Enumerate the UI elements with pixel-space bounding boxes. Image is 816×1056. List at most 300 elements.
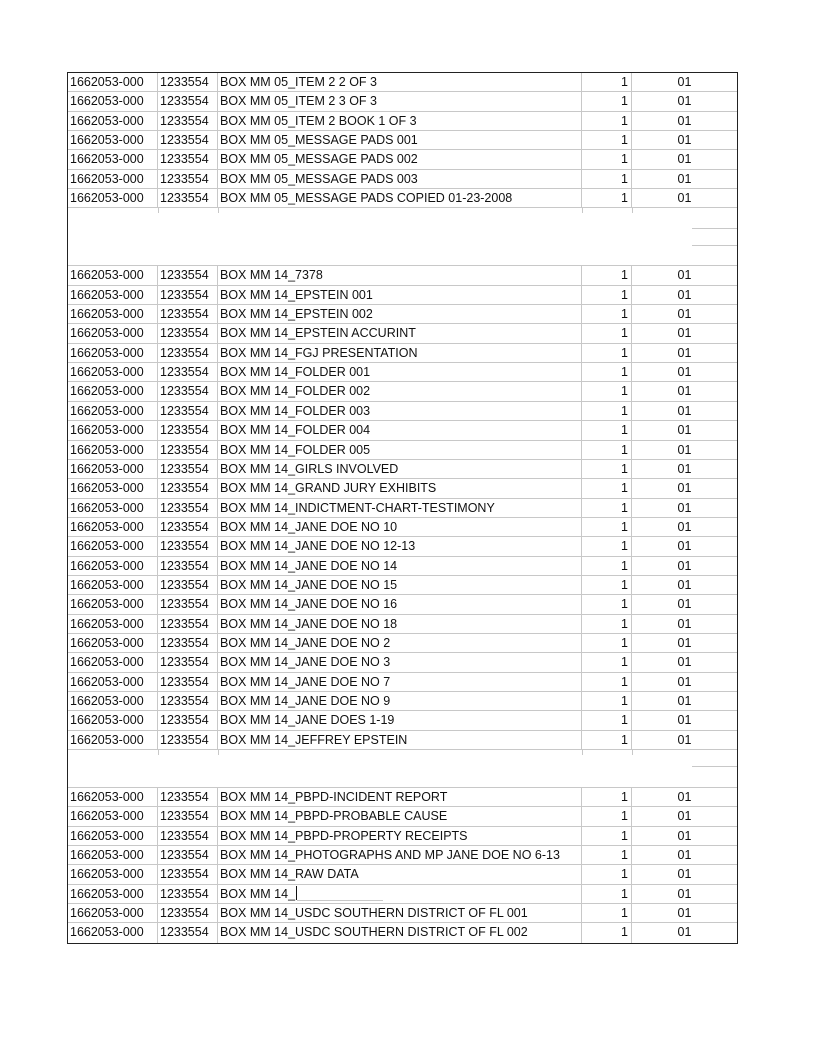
number-cell-text: 1233554 xyxy=(160,732,209,747)
quantity-cell xyxy=(582,634,632,652)
account-cell xyxy=(68,595,158,613)
quantity-cell xyxy=(582,92,632,110)
code-cell xyxy=(632,344,737,362)
code-cell-text: 01 xyxy=(677,268,692,283)
number-cell xyxy=(158,557,218,575)
description-cell-text: BOX MM 14_JANE DOE NO 15 xyxy=(220,577,398,592)
description-cell-text: BOX MM 14_RAW DATA xyxy=(220,867,359,882)
account-cell-text: 1662053-000 xyxy=(70,423,144,438)
table-row xyxy=(68,711,737,730)
account-cell xyxy=(68,865,158,883)
number-cell xyxy=(158,479,218,497)
gridline-fragment xyxy=(692,245,737,246)
code-cell xyxy=(632,92,737,110)
code-cell xyxy=(632,557,737,575)
gridline-stub xyxy=(632,750,633,755)
table-row xyxy=(68,576,737,595)
quantity-cell xyxy=(582,344,632,362)
number-cell xyxy=(158,305,218,323)
number-cell-text: 1233554 xyxy=(160,577,209,592)
account-cell xyxy=(68,923,158,942)
quantity-cell-text: 1 xyxy=(621,94,628,109)
number-cell-text: 1233554 xyxy=(160,597,209,612)
code-cell-text: 01 xyxy=(677,152,692,167)
account-cell xyxy=(68,634,158,652)
number-cell-text: 1233554 xyxy=(160,790,209,804)
description-cell-text: BOX MM 14_FOLDER 005 xyxy=(220,442,371,457)
quantity-cell-text: 1 xyxy=(621,75,628,89)
quantity-cell-text: 1 xyxy=(621,674,628,689)
number-cell-text: 1233554 xyxy=(160,828,209,843)
account-cell xyxy=(68,537,158,555)
account-cell xyxy=(68,576,158,594)
quantity-cell xyxy=(582,557,632,575)
number-cell-text: 1233554 xyxy=(160,886,209,901)
table-row xyxy=(68,479,737,498)
description-cell xyxy=(218,170,582,188)
number-cell-text: 1233554 xyxy=(160,326,209,341)
account-cell xyxy=(68,846,158,864)
description-cell-text: BOX MM 05_ITEM 2 3 OF 3 xyxy=(220,94,377,109)
quantity-cell-text: 1 xyxy=(621,403,628,418)
account-cell xyxy=(68,382,158,400)
description-cell xyxy=(218,788,582,806)
account-cell-text: 1662053-000 xyxy=(70,384,144,399)
account-cell-text: 1662053-000 xyxy=(70,133,144,148)
table-row xyxy=(68,344,737,363)
table-row xyxy=(68,266,737,285)
number-cell-text: 1233554 xyxy=(160,674,209,689)
code-cell xyxy=(632,653,737,671)
quantity-cell xyxy=(582,150,632,168)
code-cell xyxy=(632,402,737,420)
description-cell xyxy=(218,499,582,517)
account-cell xyxy=(68,827,158,845)
code-cell-text: 01 xyxy=(677,94,692,109)
number-cell-text: 1233554 xyxy=(160,635,209,650)
section-gap xyxy=(68,750,737,788)
quantity-cell xyxy=(582,382,632,400)
code-cell xyxy=(632,170,737,188)
description-cell xyxy=(218,673,582,691)
number-cell-text: 1233554 xyxy=(160,365,209,380)
description-cell-text: BOX MM 14_FOLDER 001 xyxy=(220,365,371,380)
code-cell xyxy=(632,634,737,652)
quantity-cell-text: 1 xyxy=(621,693,628,708)
description-cell xyxy=(218,557,582,575)
account-cell xyxy=(68,402,158,420)
account-cell xyxy=(68,112,158,130)
number-cell xyxy=(158,518,218,536)
code-cell xyxy=(632,363,737,381)
account-cell xyxy=(68,653,158,671)
account-cell-text: 1662053-000 xyxy=(70,500,144,515)
quantity-cell xyxy=(582,923,632,942)
table-row xyxy=(68,363,737,382)
number-cell-text: 1233554 xyxy=(160,287,209,302)
description-cell-text: BOX MM 14_FGJ PRESENTATION xyxy=(220,345,418,360)
description-cell-text: BOX MM 14_EPSTEIN ACCURINT xyxy=(220,326,416,341)
table-row xyxy=(68,904,737,923)
description-cell xyxy=(218,441,582,459)
description-cell-text: BOX MM 05_ITEM 2 BOOK 1 OF 3 xyxy=(220,113,417,128)
account-cell-text: 1662053-000 xyxy=(70,287,144,302)
table-row xyxy=(68,595,737,614)
code-cell-text: 01 xyxy=(677,403,692,418)
quantity-cell-text: 1 xyxy=(621,713,628,728)
code-cell xyxy=(632,827,737,845)
number-cell-text: 1233554 xyxy=(160,616,209,631)
quantity-cell xyxy=(582,653,632,671)
account-cell xyxy=(68,73,158,91)
number-cell xyxy=(158,865,218,883)
account-cell-text: 1662053-000 xyxy=(70,809,144,824)
number-cell xyxy=(158,363,218,381)
code-cell-text: 01 xyxy=(677,539,692,554)
quantity-cell xyxy=(582,402,632,420)
description-cell xyxy=(218,865,582,883)
number-cell xyxy=(158,421,218,439)
account-cell-text: 1662053-000 xyxy=(70,403,144,418)
number-cell-text: 1233554 xyxy=(160,191,209,206)
code-cell-text: 01 xyxy=(677,886,692,901)
description-cell xyxy=(218,904,582,922)
code-cell-text: 01 xyxy=(677,500,692,515)
gridline-stub xyxy=(218,208,219,213)
account-cell xyxy=(68,324,158,342)
account-cell-text: 1662053-000 xyxy=(70,655,144,670)
number-cell xyxy=(158,382,218,400)
description-cell xyxy=(218,653,582,671)
quantity-cell-text: 1 xyxy=(621,925,628,940)
number-cell-text: 1233554 xyxy=(160,423,209,438)
number-cell xyxy=(158,112,218,130)
account-cell-text: 1662053-000 xyxy=(70,616,144,631)
number-cell-text: 1233554 xyxy=(160,500,209,515)
description-cell xyxy=(218,827,582,845)
code-cell-text: 01 xyxy=(677,481,692,496)
code-cell xyxy=(632,711,737,729)
table-row xyxy=(68,653,737,672)
description-cell-text: BOX MM 05_MESSAGE PADS 003 xyxy=(220,171,418,186)
number-cell-text: 1233554 xyxy=(160,906,209,921)
gridline-fragment xyxy=(692,228,737,229)
description-cell-text: BOX MM 14_7378 xyxy=(220,268,323,283)
quantity-cell-text: 1 xyxy=(621,191,628,206)
table-row xyxy=(68,807,737,826)
description-cell xyxy=(218,421,582,439)
gridline-stub xyxy=(158,208,159,213)
table-row xyxy=(68,131,737,150)
code-cell xyxy=(632,479,737,497)
number-cell xyxy=(158,711,218,729)
number-cell xyxy=(158,344,218,362)
quantity-cell-text: 1 xyxy=(621,365,628,380)
description-cell-text: BOX MM 14_JANE DOE NO 10 xyxy=(220,519,398,534)
account-cell-text: 1662053-000 xyxy=(70,539,144,554)
description-cell xyxy=(218,344,582,362)
description-cell-text: BOX MM 14_EPSTEIN 002 xyxy=(220,307,373,322)
code-cell-text: 01 xyxy=(677,809,692,824)
description-cell-text: BOX MM 14_JANE DOE NO 7 xyxy=(220,674,391,689)
code-cell-text: 01 xyxy=(677,461,692,476)
account-cell-text: 1662053-000 xyxy=(70,461,144,476)
blank-underline xyxy=(297,900,383,901)
quantity-cell xyxy=(582,324,632,342)
quantity-cell xyxy=(582,499,632,517)
quantity-cell-text: 1 xyxy=(621,828,628,843)
number-cell xyxy=(158,73,218,91)
number-cell xyxy=(158,885,218,903)
table-row xyxy=(68,518,737,537)
description-cell xyxy=(218,189,582,207)
account-cell xyxy=(68,692,158,710)
description-cell xyxy=(218,595,582,613)
code-cell xyxy=(632,441,737,459)
account-cell-text: 1662053-000 xyxy=(70,732,144,747)
number-cell xyxy=(158,634,218,652)
quantity-cell-text: 1 xyxy=(621,906,628,921)
account-cell-text: 1662053-000 xyxy=(70,925,144,940)
code-cell-text: 01 xyxy=(677,558,692,573)
description-cell-text: BOX MM 14_PBPD-PROBABLE CAUSE xyxy=(220,809,448,824)
account-cell-text: 1662053-000 xyxy=(70,365,144,380)
quantity-cell-text: 1 xyxy=(621,519,628,534)
code-cell xyxy=(632,923,737,942)
number-cell-text: 1233554 xyxy=(160,403,209,418)
description-cell-text: BOX MM 14_JANE DOE NO 3 xyxy=(220,655,391,670)
gridline-stub xyxy=(158,750,159,755)
quantity-cell-text: 1 xyxy=(621,848,628,863)
inventory-table xyxy=(67,72,738,944)
table-row xyxy=(68,731,737,750)
number-cell-text: 1233554 xyxy=(160,481,209,496)
quantity-cell-text: 1 xyxy=(621,809,628,824)
table-row xyxy=(68,692,737,711)
quantity-cell xyxy=(582,865,632,883)
code-cell xyxy=(632,731,737,749)
code-cell xyxy=(632,150,737,168)
code-cell-text: 01 xyxy=(677,442,692,457)
table-row xyxy=(68,441,737,460)
code-cell xyxy=(632,885,737,903)
code-cell-text: 01 xyxy=(677,519,692,534)
account-cell-text: 1662053-000 xyxy=(70,113,144,128)
account-cell-text: 1662053-000 xyxy=(70,867,144,882)
description-cell xyxy=(218,324,582,342)
quantity-cell xyxy=(582,112,632,130)
description-cell-text: BOX MM 14_EPSTEIN 001 xyxy=(220,287,373,302)
table-row xyxy=(68,150,737,169)
quantity-cell-text: 1 xyxy=(621,326,628,341)
description-cell-text: BOX MM 14_JANE DOE NO 2 xyxy=(220,635,391,650)
account-cell xyxy=(68,460,158,478)
description-cell-text: BOX MM 14_FOLDER 002 xyxy=(220,384,371,399)
account-cell-text: 1662053-000 xyxy=(70,906,144,921)
account-cell xyxy=(68,421,158,439)
description-cell xyxy=(218,537,582,555)
description-cell xyxy=(218,711,582,729)
table-row xyxy=(68,788,737,807)
description-cell xyxy=(218,382,582,400)
description-cell-text: BOX MM 05_MESSAGE PADS 001 xyxy=(220,133,418,148)
number-cell-text: 1233554 xyxy=(160,848,209,863)
quantity-cell xyxy=(582,711,632,729)
description-cell-text: BOX MM 14_JANE DOE NO 18 xyxy=(220,616,398,631)
code-cell-text: 01 xyxy=(677,577,692,592)
number-cell xyxy=(158,807,218,825)
table-row xyxy=(68,112,737,131)
number-cell-text: 1233554 xyxy=(160,713,209,728)
quantity-cell-text: 1 xyxy=(621,558,628,573)
quantity-cell xyxy=(582,807,632,825)
code-cell-text: 01 xyxy=(677,674,692,689)
code-cell-text: 01 xyxy=(677,365,692,380)
number-cell-text: 1233554 xyxy=(160,113,209,128)
table-row xyxy=(68,827,737,846)
account-cell xyxy=(68,131,158,149)
number-cell xyxy=(158,131,218,149)
table-row xyxy=(68,189,737,208)
code-cell xyxy=(632,499,737,517)
number-cell xyxy=(158,788,218,806)
description-cell xyxy=(218,266,582,284)
account-cell-text: 1662053-000 xyxy=(70,886,144,901)
code-cell xyxy=(632,673,737,691)
account-cell xyxy=(68,788,158,806)
description-cell xyxy=(218,634,582,652)
number-cell-text: 1233554 xyxy=(160,133,209,148)
number-cell xyxy=(158,537,218,555)
description-cell-text: BOX MM 14_JANE DOE NO 16 xyxy=(220,597,398,612)
quantity-cell xyxy=(582,846,632,864)
number-cell xyxy=(158,402,218,420)
quantity-cell xyxy=(582,73,632,91)
quantity-cell-text: 1 xyxy=(621,732,628,747)
code-cell xyxy=(632,692,737,710)
code-cell-text: 01 xyxy=(677,848,692,863)
description-cell-text: BOX MM 14_USDC SOUTHERN DISTRICT OF FL 002 xyxy=(220,925,528,940)
quantity-cell-text: 1 xyxy=(621,539,628,554)
number-cell-text: 1233554 xyxy=(160,268,209,283)
code-cell-text: 01 xyxy=(677,326,692,341)
number-cell-text: 1233554 xyxy=(160,384,209,399)
quantity-cell xyxy=(582,286,632,304)
number-cell xyxy=(158,286,218,304)
quantity-cell-text: 1 xyxy=(621,886,628,901)
account-cell-text: 1662053-000 xyxy=(70,307,144,322)
account-cell xyxy=(68,344,158,362)
table-row xyxy=(68,170,737,189)
number-cell-text: 1233554 xyxy=(160,539,209,554)
table-row xyxy=(68,673,737,692)
account-cell-text: 1662053-000 xyxy=(70,828,144,843)
number-cell xyxy=(158,673,218,691)
code-cell-text: 01 xyxy=(677,345,692,360)
description-cell xyxy=(218,615,582,633)
quantity-cell-text: 1 xyxy=(621,597,628,612)
gridline-fragment xyxy=(692,766,737,767)
account-cell xyxy=(68,885,158,903)
number-cell xyxy=(158,189,218,207)
account-cell xyxy=(68,499,158,517)
quantity-cell xyxy=(582,460,632,478)
table-row xyxy=(68,92,737,111)
number-cell-text: 1233554 xyxy=(160,75,209,89)
code-cell-text: 01 xyxy=(677,828,692,843)
account-cell xyxy=(68,518,158,536)
code-cell xyxy=(632,807,737,825)
table-row xyxy=(68,421,737,440)
account-cell-text: 1662053-000 xyxy=(70,442,144,457)
quantity-cell xyxy=(582,673,632,691)
quantity-cell xyxy=(582,692,632,710)
quantity-cell-text: 1 xyxy=(621,152,628,167)
quantity-cell xyxy=(582,537,632,555)
quantity-cell xyxy=(582,170,632,188)
quantity-cell-text: 1 xyxy=(621,442,628,457)
number-cell-text: 1233554 xyxy=(160,171,209,186)
number-cell-text: 1233554 xyxy=(160,345,209,360)
description-cell-text: BOX MM 14_JANE DOE NO 14 xyxy=(220,558,398,573)
code-cell xyxy=(632,518,737,536)
section-gap xyxy=(68,208,737,266)
quantity-cell-text: 1 xyxy=(621,287,628,302)
number-cell-text: 1233554 xyxy=(160,693,209,708)
quantity-cell xyxy=(582,904,632,922)
account-cell xyxy=(68,92,158,110)
table-row xyxy=(68,324,737,343)
code-cell xyxy=(632,537,737,555)
code-cell-text: 01 xyxy=(677,191,692,206)
quantity-cell-text: 1 xyxy=(621,113,628,128)
quantity-cell-text: 1 xyxy=(621,133,628,148)
code-cell-text: 01 xyxy=(677,307,692,322)
quantity-cell xyxy=(582,305,632,323)
table-row xyxy=(68,382,737,401)
code-cell-text: 01 xyxy=(677,287,692,302)
account-cell-text: 1662053-000 xyxy=(70,171,144,186)
account-cell xyxy=(68,266,158,284)
description-cell-text: BOX MM 14_FOLDER 004 xyxy=(220,423,371,438)
text-cursor xyxy=(296,886,297,900)
table-row xyxy=(68,460,737,479)
quantity-cell xyxy=(582,421,632,439)
number-cell-text: 1233554 xyxy=(160,558,209,573)
description-cell-text: BOX MM 14_JEFFREY EPSTEIN xyxy=(220,732,408,747)
account-cell xyxy=(68,305,158,323)
description-cell xyxy=(218,460,582,478)
gridline-stub xyxy=(582,208,583,213)
description-cell-text: BOX MM 05_MESSAGE PADS 002 xyxy=(220,152,418,167)
description-cell xyxy=(218,363,582,381)
account-cell-text: 1662053-000 xyxy=(70,577,144,592)
code-cell xyxy=(632,266,737,284)
number-cell xyxy=(158,827,218,845)
number-cell xyxy=(158,653,218,671)
table-row xyxy=(68,499,737,518)
table-row xyxy=(68,865,737,884)
code-cell xyxy=(632,576,737,594)
account-cell xyxy=(68,363,158,381)
code-cell-text: 01 xyxy=(677,171,692,186)
code-cell-text: 01 xyxy=(677,655,692,670)
quantity-cell-text: 1 xyxy=(621,577,628,592)
description-cell-text: BOX MM 14_GIRLS INVOLVED xyxy=(220,461,399,476)
description-cell xyxy=(218,846,582,864)
number-cell xyxy=(158,615,218,633)
account-cell xyxy=(68,286,158,304)
